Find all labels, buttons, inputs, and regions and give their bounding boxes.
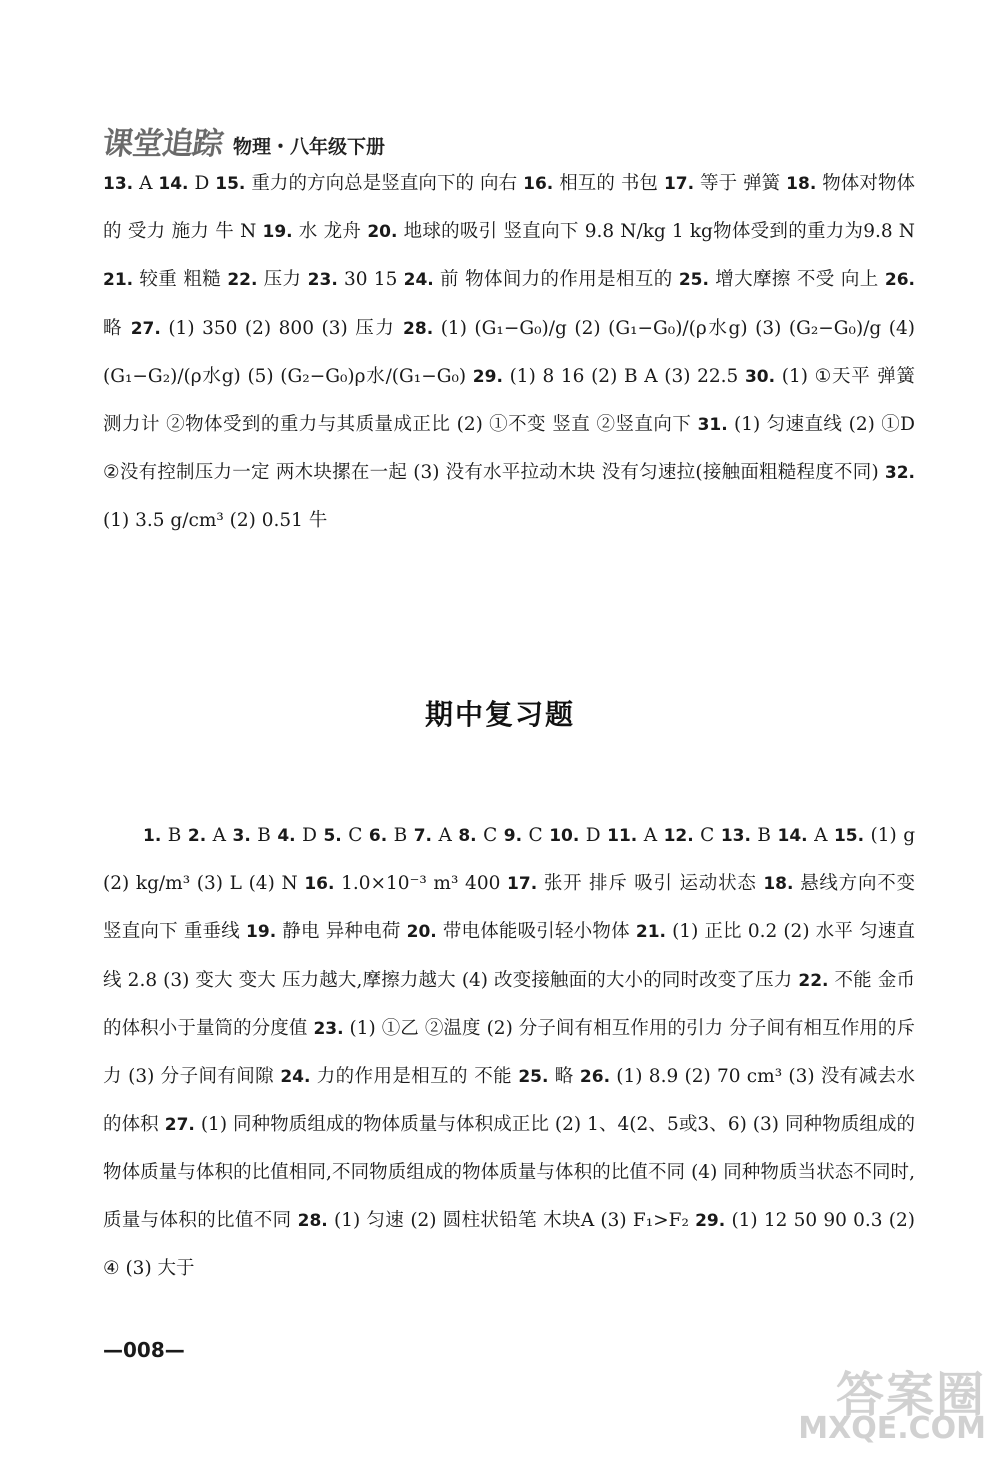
question-number: 17. bbox=[663, 174, 695, 194]
answer-text: B bbox=[750, 825, 778, 846]
answer-text: B bbox=[161, 825, 188, 846]
question-number: 17. bbox=[507, 874, 538, 895]
answer-text: A bbox=[807, 825, 834, 846]
answer-text: (1) 匀速直线 (2) ①D ②没有控制压力一定 两木块摞在一起 (3) 没有水平拉动木块 没有匀速拉(接触面粗糙程度不同) bbox=[103, 414, 915, 484]
question-number: 26. bbox=[884, 270, 915, 291]
answer-text: A bbox=[133, 173, 159, 194]
answer-text: 1.0×10⁻³ m³ 400 bbox=[334, 873, 508, 895]
answer-text: 重力的方向总是竖直向下的 向右 bbox=[245, 173, 524, 194]
answer-text: (1) 同种物质组成的物体质量与体积成正比 (2) 1、4(2、5或3、6) (3) 同种物质组成的物体质量与体积的比值相同,不同物质组成的物体质量与体积的比值不同 (4) 同种物质当状态不同时,质量与体积的比值不同 bbox=[103, 1114, 915, 1231]
answer-text: 水 龙舟 bbox=[292, 221, 368, 243]
question-number: 3. bbox=[232, 826, 251, 846]
question-number: 8. bbox=[458, 826, 477, 846]
question-number: 30. bbox=[744, 366, 776, 387]
answer-text: D bbox=[188, 173, 216, 194]
subject-label: 物理・八年级下册 bbox=[233, 136, 386, 158]
answer-text: (1) ①乙 ②温度 (2) 分子间有相互作用的引力 分子间有相互作用的斥力 (3) 分子间有间隙 bbox=[103, 1017, 915, 1088]
question-number: 11. bbox=[607, 826, 638, 846]
question-number: 18. bbox=[763, 874, 794, 895]
question-number: 13. bbox=[720, 826, 751, 846]
watermark-url: MXQE.COM bbox=[798, 1411, 986, 1446]
question-number: 22. bbox=[798, 970, 829, 991]
question-number: 21. bbox=[635, 922, 666, 943]
answer-text: (1) 3.5 g/cm³ (2) 0.51 牛 bbox=[103, 510, 328, 532]
answer-text: 静电 异种电荷 bbox=[276, 921, 407, 943]
answer-text: 相互的 书包 bbox=[553, 173, 664, 194]
question-number: 14. bbox=[777, 826, 808, 846]
answer-text: 较重 粗糙 bbox=[133, 269, 228, 291]
question-number: 18. bbox=[786, 174, 817, 194]
page-number: —008— bbox=[103, 1338, 185, 1362]
section-title: 期中复习题 bbox=[424, 698, 575, 731]
answer-text: (1) 12 50 90 0.3 (2) ④ (3) 大于 bbox=[103, 1209, 915, 1279]
answer-section-2 bbox=[103, 812, 915, 1292]
answer-text: (1) (G₁−G₀)/g (2) (G₁−G₀)/(ρ水g) (3) (G₂−G₀)/g (4) (G₁−G₂)/(ρ水g) (5) (G₂−G₀)ρ水/(G₁−G₀) bbox=[103, 317, 915, 387]
answer-text: 略 bbox=[548, 1066, 580, 1088]
answer-text: C bbox=[522, 825, 550, 846]
question-number: 25. bbox=[678, 270, 709, 291]
answer-text: (1) 350 (2) 800 (3) 压力 bbox=[160, 317, 404, 339]
question-number: 24. bbox=[403, 270, 434, 291]
answer-text: 30 15 bbox=[337, 269, 404, 291]
question-number: 2. bbox=[187, 826, 207, 846]
answer-text: 压力 bbox=[257, 269, 308, 291]
question-number: 23. bbox=[307, 270, 338, 291]
question-number: 12. bbox=[663, 826, 694, 846]
question-number: 15. bbox=[215, 174, 246, 194]
answer-text: (1) 正比 0.2 (2) 水平 匀速直线 2.8 (3) 变大 变大 压力越大,摩擦力越大 (4) 改变接触面的大小的同时改变了压力 bbox=[103, 921, 915, 991]
answer-text: 前 物体间力的作用是相互的 bbox=[433, 269, 679, 291]
answer-text: (1) 匀速 (2) 圆柱状铅笔 木块A (3) F₁>F₂ bbox=[327, 1209, 696, 1231]
answer-text: C bbox=[341, 825, 369, 846]
page-header bbox=[99, 118, 386, 163]
answer-text: 地球的吸引 竖直向下 9.8 N/kg 1 kg物体受到的重力为9.8 N bbox=[397, 221, 915, 243]
question-number: 23. bbox=[313, 1018, 344, 1039]
answer-section-1 bbox=[103, 160, 915, 545]
question-number: 1. bbox=[143, 826, 162, 846]
question-number: 10. bbox=[549, 826, 580, 846]
question-number: 27. bbox=[164, 1115, 195, 1136]
question-number: 32. bbox=[884, 463, 915, 484]
question-number: 4. bbox=[277, 826, 296, 846]
answer-text: 带电体能吸引轻小物体 bbox=[436, 921, 636, 943]
answer-text: (1) 8.9 (2) 70 cm³ (3) 没有减去水的体积 bbox=[103, 1066, 915, 1136]
question-number: 29. bbox=[695, 1210, 726, 1231]
question-number: 6. bbox=[368, 826, 388, 846]
question-number: 27. bbox=[130, 318, 161, 339]
answer-text: D bbox=[295, 825, 324, 846]
answer-text: A bbox=[432, 825, 459, 846]
answer-text: 等于 弹簧 bbox=[694, 173, 787, 194]
question-number: 28. bbox=[403, 318, 434, 339]
answer-text: 力的作用是相互的 不能 bbox=[310, 1066, 519, 1088]
question-number: 20. bbox=[367, 222, 398, 243]
answer-text: 不能 金币的体积小于量筒的分度值 bbox=[103, 969, 915, 1039]
question-number: 29. bbox=[472, 366, 503, 387]
question-number: 16. bbox=[304, 874, 335, 895]
question-number: 16. bbox=[523, 174, 554, 194]
question-number: 15. bbox=[833, 826, 865, 846]
question-number: 14. bbox=[158, 174, 189, 194]
question-number: 31. bbox=[697, 415, 728, 436]
question-number: 19. bbox=[246, 922, 277, 943]
book-logo: 课堂追踪 bbox=[99, 126, 226, 162]
watermark-logo bbox=[786, 1356, 986, 1446]
question-number: 13. bbox=[103, 174, 134, 194]
answer-text: 增大摩擦 不受 向上 bbox=[708, 269, 885, 291]
answer-text: 物体对物体的 受力 施力 牛 N bbox=[103, 173, 916, 243]
answer-text: D bbox=[579, 825, 608, 846]
question-number: 7. bbox=[413, 826, 433, 846]
question-number: 5. bbox=[323, 826, 342, 846]
answer-text: 略 bbox=[103, 317, 131, 339]
question-number: 22. bbox=[227, 270, 258, 291]
question-number: 28. bbox=[297, 1210, 328, 1231]
answer-text: C bbox=[693, 825, 721, 846]
answer-text: (1) g (2) kg/m³ (3) L (4) N bbox=[103, 825, 916, 895]
question-number: 21. bbox=[103, 270, 134, 291]
question-number: 19. bbox=[262, 222, 293, 243]
watermark-title: 答案圈 bbox=[835, 1367, 986, 1423]
answer-text: B bbox=[250, 825, 278, 846]
question-number: 9. bbox=[503, 826, 523, 846]
answer-text: (1) ①天平 弹簧测力计 ②物体受到的重力与其质量成正比 (2) ①不变 竖直 ②竖直向下 bbox=[103, 365, 915, 436]
question-number: 20. bbox=[406, 922, 437, 943]
answer-text: (1) 8 16 (2) B A (3) 22.5 bbox=[502, 365, 745, 387]
answer-text: A bbox=[206, 825, 233, 846]
question-number: 24. bbox=[280, 1067, 311, 1088]
question-number: 26. bbox=[579, 1067, 611, 1088]
answer-text: 张开 排斥 吸引 运动状态 bbox=[537, 873, 764, 895]
answer-text: A bbox=[637, 825, 664, 846]
question-number: 25. bbox=[518, 1067, 549, 1088]
answer-text: C bbox=[476, 825, 504, 846]
answer-text: 悬线方向不变 竖直向下 重垂线 bbox=[103, 873, 916, 943]
answer-text: B bbox=[387, 825, 414, 846]
